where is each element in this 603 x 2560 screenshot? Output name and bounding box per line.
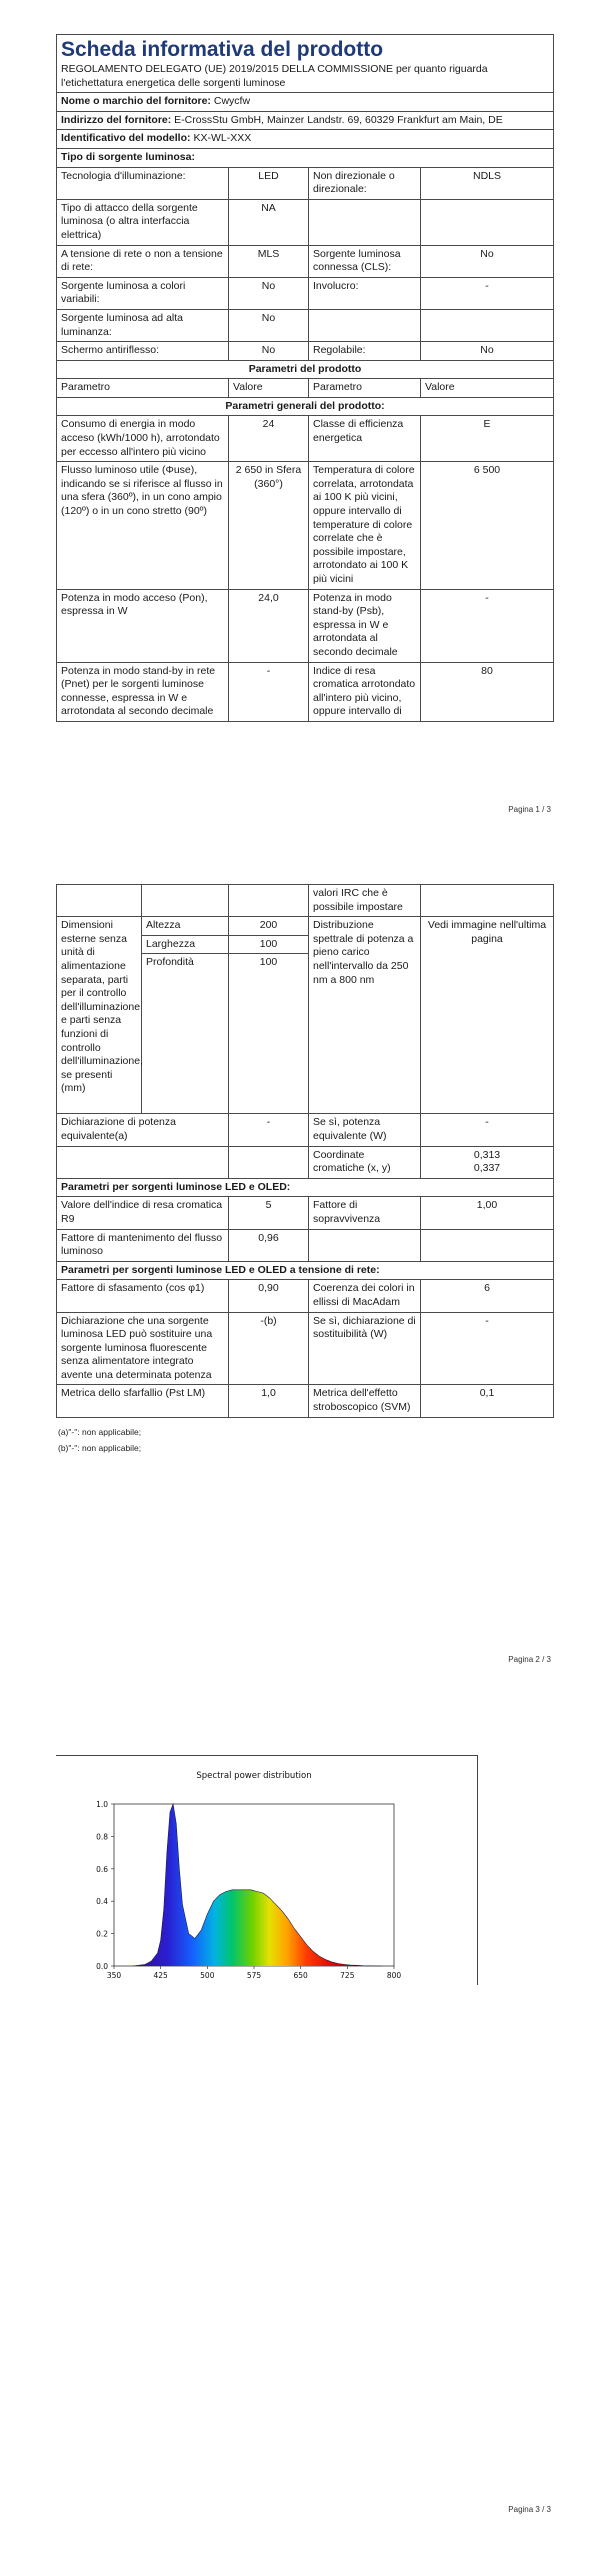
cri-label: Indice di resa cromatica arrotondato all'intero più vicino, oppure intervallo di [309, 662, 421, 721]
pf-value: 0,90 [229, 1280, 309, 1312]
empty-cell [229, 885, 309, 917]
x-tick-label: 425 [153, 1971, 168, 1980]
high-lum-value: No [229, 309, 309, 341]
width-value: 100 [229, 935, 309, 954]
replace-w-label: Se sì, dichiarazione di sostituibilità (W) [309, 1312, 421, 1385]
connected-label: Sorgente luminosa connessa (CLS): [309, 245, 421, 277]
supplier-address: E-CrossStu GmbH, Mainzer Landstr. 69, 60329 Frankfurt am Main, DE [174, 113, 503, 126]
empty-cell [309, 199, 421, 245]
replace-value: -(b) [229, 1312, 309, 1385]
led-header: Parametri per sorgenti luminose LED e OLED: [57, 1178, 554, 1197]
spd-label: Distribuzione spettrale di potenza a pieno carico nell'intervallo da 250 nm a 800 nm [309, 917, 421, 1114]
pnet-label: Potenza in modo stand-by in rete (Pnet) per le sorgenti luminose connesse, espressa in W e arrotondata al secondo decimale [57, 662, 229, 721]
document-title: Scheda informativa del prodotto [61, 38, 384, 61]
equiv-w-label: Se sì, potenza equivalente (W) [309, 1114, 421, 1146]
chart-title: Spectral power distribution [196, 1771, 312, 1781]
energy-label: Consumo di energia in modo acceso (kWh/1000 h), arrotondato per eccesso all'intero più vicino [57, 416, 229, 462]
supplier-address-row [57, 111, 554, 130]
replace-w-value: - [421, 1312, 554, 1385]
chroma-y: 0,337 [473, 1162, 501, 1175]
pon-label: Potenza in modo acceso (Pon), espressa in W [57, 589, 229, 662]
eclass-label: Classe di efficienza energetica [309, 416, 421, 462]
y-tick-label: 0.4 [96, 1897, 108, 1907]
macadam-label: Coerenza dei colori in ellissi di MacAdam [309, 1280, 421, 1312]
chroma-x: 0,313 [473, 1148, 501, 1161]
y-tick-label: 1.0 [96, 1800, 108, 1809]
high-lum-label: Sorgente luminosa ad alta luminanza: [57, 309, 229, 341]
pnet-value: - [229, 662, 309, 721]
pon-value: 24,0 [229, 589, 309, 662]
height-value: 200 [229, 917, 309, 936]
energy-value: 24 [229, 416, 309, 462]
psb-label: Potenza in modo stand-by (Psb), espressa in W e arrotondata al secondo decimale [309, 589, 421, 662]
width-label: Larghezza [142, 935, 229, 954]
envelope-value: - [421, 277, 554, 309]
x-tick-label: 650 [293, 1971, 308, 1980]
depth-label: Profondità [142, 954, 229, 1114]
y-tick-label: 0.2 [96, 1929, 108, 1939]
empty-cell [142, 885, 229, 917]
empty-cell [57, 885, 142, 917]
envelope-label: Involucro: [309, 277, 421, 309]
col-value: Valore [421, 379, 554, 398]
macadam-value: 6 [421, 1280, 554, 1312]
product-sheet-table-p1 [56, 34, 554, 722]
depth-value: 100 [229, 954, 309, 1114]
antiglare-value: No [229, 342, 309, 361]
maint-label: Fattore di mantenimento del flusso luminoso [57, 1229, 229, 1261]
tech-label: Tecnologia d'illuminazione: [57, 167, 229, 199]
x-tick-label: 800 [386, 1971, 402, 1980]
supplier-name-label: Nome o marchio del fornitore: [61, 95, 211, 108]
chart-frame [56, 1755, 478, 1985]
x-tick-label: 350 [106, 1971, 122, 1980]
svm-label: Metrica dell'effetto stroboscopico (SVM) [309, 1385, 421, 1417]
colour-tunable-label: Sorgente luminosa a colori variabili: [57, 277, 229, 309]
empty-cell [309, 1229, 421, 1261]
model-row [57, 130, 554, 149]
maint-value: 0,96 [229, 1229, 309, 1261]
supplier-address-label: Indirizzo del fornitore: [61, 113, 172, 126]
regulation-text: REGOLAMENTO DELEGATO (UE) 2019/2015 DELLA COMMISSIONE per quanto riguarda l'etichettatura energetica delle sorgenti luminose [61, 63, 488, 89]
cri-continued: valori IRC che è possibile impostare [309, 885, 421, 917]
svm-value: 0,1 [421, 1385, 554, 1417]
supplier-name: Cwycfw [213, 95, 251, 108]
page-number: Pagina 3 / 3 [508, 2505, 551, 2514]
tech-value: LED [229, 167, 309, 199]
r9-value: 5 [229, 1197, 309, 1229]
nondir-value: NDLS [421, 167, 554, 199]
footnote-a: (a)"-": non applicabile; [58, 1427, 142, 1437]
dimmable-value: No [421, 342, 554, 361]
empty-cell [229, 1146, 309, 1178]
y-tick-label: 0.0 [96, 1962, 108, 1971]
model-id: KX-WL-XXX [193, 132, 252, 145]
spectrum-area [133, 1804, 382, 1966]
x-tick-label: 500 [200, 1971, 215, 1980]
page-number: Pagina 1 / 3 [508, 805, 551, 814]
empty-cell [309, 309, 421, 341]
chroma-values [421, 1146, 554, 1178]
replace-label: Dichiarazione che una sorgente luminosa LED può sostituire una sorgente luminosa fluorescente senza alimentatore integrato avente una determinata potenza [57, 1312, 229, 1385]
spectral-chart [56, 1756, 478, 1986]
mains-label: A tensione di rete o non a tensione di rete: [57, 245, 229, 277]
antiglare-label: Schermo antiriflesso: [57, 342, 229, 361]
x-tick-label: 725 [340, 1971, 355, 1980]
empty-cell [421, 885, 554, 917]
empty-cell [57, 1146, 229, 1178]
col-value: Valore [229, 379, 309, 398]
cap-value: NA [229, 199, 309, 245]
survival-value: 1,00 [421, 1197, 554, 1229]
source-type-label: Tipo di sorgente luminosa: [57, 148, 554, 167]
colour-tunable-value: No [229, 277, 309, 309]
flux-value: 2 650 in Sfera (360°) [229, 462, 309, 589]
cap-label: Tipo di attacco della sorgente luminosa (o altra interfaccia elettrica) [57, 199, 229, 245]
empty-cell [421, 199, 554, 245]
psb-value: - [421, 589, 554, 662]
height-label: Altezza [142, 917, 229, 936]
empty-cell [421, 1229, 554, 1261]
y-tick-label: 0.8 [96, 1832, 108, 1842]
cct-label: Temperatura di colore correlata, arrotondata ai 100 K più vicini, oppure intervallo di temperature di colore correlate che è possibile impostare, arrotondato ai 100 K più vicini [309, 462, 421, 589]
equiv-value: - [229, 1114, 309, 1146]
x-tick-label: 575 [246, 1971, 262, 1980]
cri-value: 80 [421, 662, 554, 721]
mains-value: MLS [229, 245, 309, 277]
empty-cell [421, 309, 554, 341]
page-number: Pagina 2 / 3 [508, 1655, 551, 1664]
y-tick-label: 0.6 [96, 1864, 108, 1874]
pst-value: 1,0 [229, 1385, 309, 1417]
pf-label: Fattore di sfasamento (cos φ1) [57, 1280, 229, 1312]
spd-value: Vedi immagine nell'ultima pagina [421, 917, 554, 1114]
general-header: Parametri generali del prodotto: [57, 397, 554, 416]
nondir-label: Non direzionale o direzionale: [309, 167, 421, 199]
r9-label: Valore dell'indice di resa cromatica R9 [57, 1197, 229, 1229]
footnote-b: (b)"-": non applicabile; [58, 1443, 142, 1453]
pst-label: Metrica dello sfarfallio (Pst LM) [57, 1385, 229, 1417]
cct-value: 6 500 [421, 462, 554, 589]
product-sheet-table-p2 [56, 884, 554, 1418]
title-cell [57, 35, 554, 93]
equiv-w-value: - [421, 1114, 554, 1146]
params-header: Parametri del prodotto [57, 360, 554, 379]
eclass-value: E [421, 416, 554, 462]
dimmable-label: Regolabile: [309, 342, 421, 361]
dims-label: Dimensioni esterne senza unità di alimentazione separata, parti per il controllo dell'illuminazione e parti senza funzioni di controllo dell'illuminazione, se presenti (mm) [57, 917, 142, 1114]
chroma-label: Coordinate cromatiche (x, y) [309, 1146, 421, 1178]
flux-label: Flusso luminoso utile (Φuse), indicando se si riferisce al flusso in una sfera (360º), in un cono ampio (120º) o in un cono stretto (90º) [57, 462, 229, 589]
connected-value: No [421, 245, 554, 277]
equiv-label: Dichiarazione di potenza equivalente(a) [57, 1114, 229, 1146]
col-param: Parametro [309, 379, 421, 398]
supplier-name-row [57, 93, 554, 112]
model-label: Identificativo del modello: [61, 132, 191, 145]
col-param: Parametro [57, 379, 229, 398]
mains-header: Parametri per sorgenti luminose LED e OLED a tensione di rete: [57, 1261, 554, 1280]
survival-label: Fattore di sopravvivenza [309, 1197, 421, 1229]
